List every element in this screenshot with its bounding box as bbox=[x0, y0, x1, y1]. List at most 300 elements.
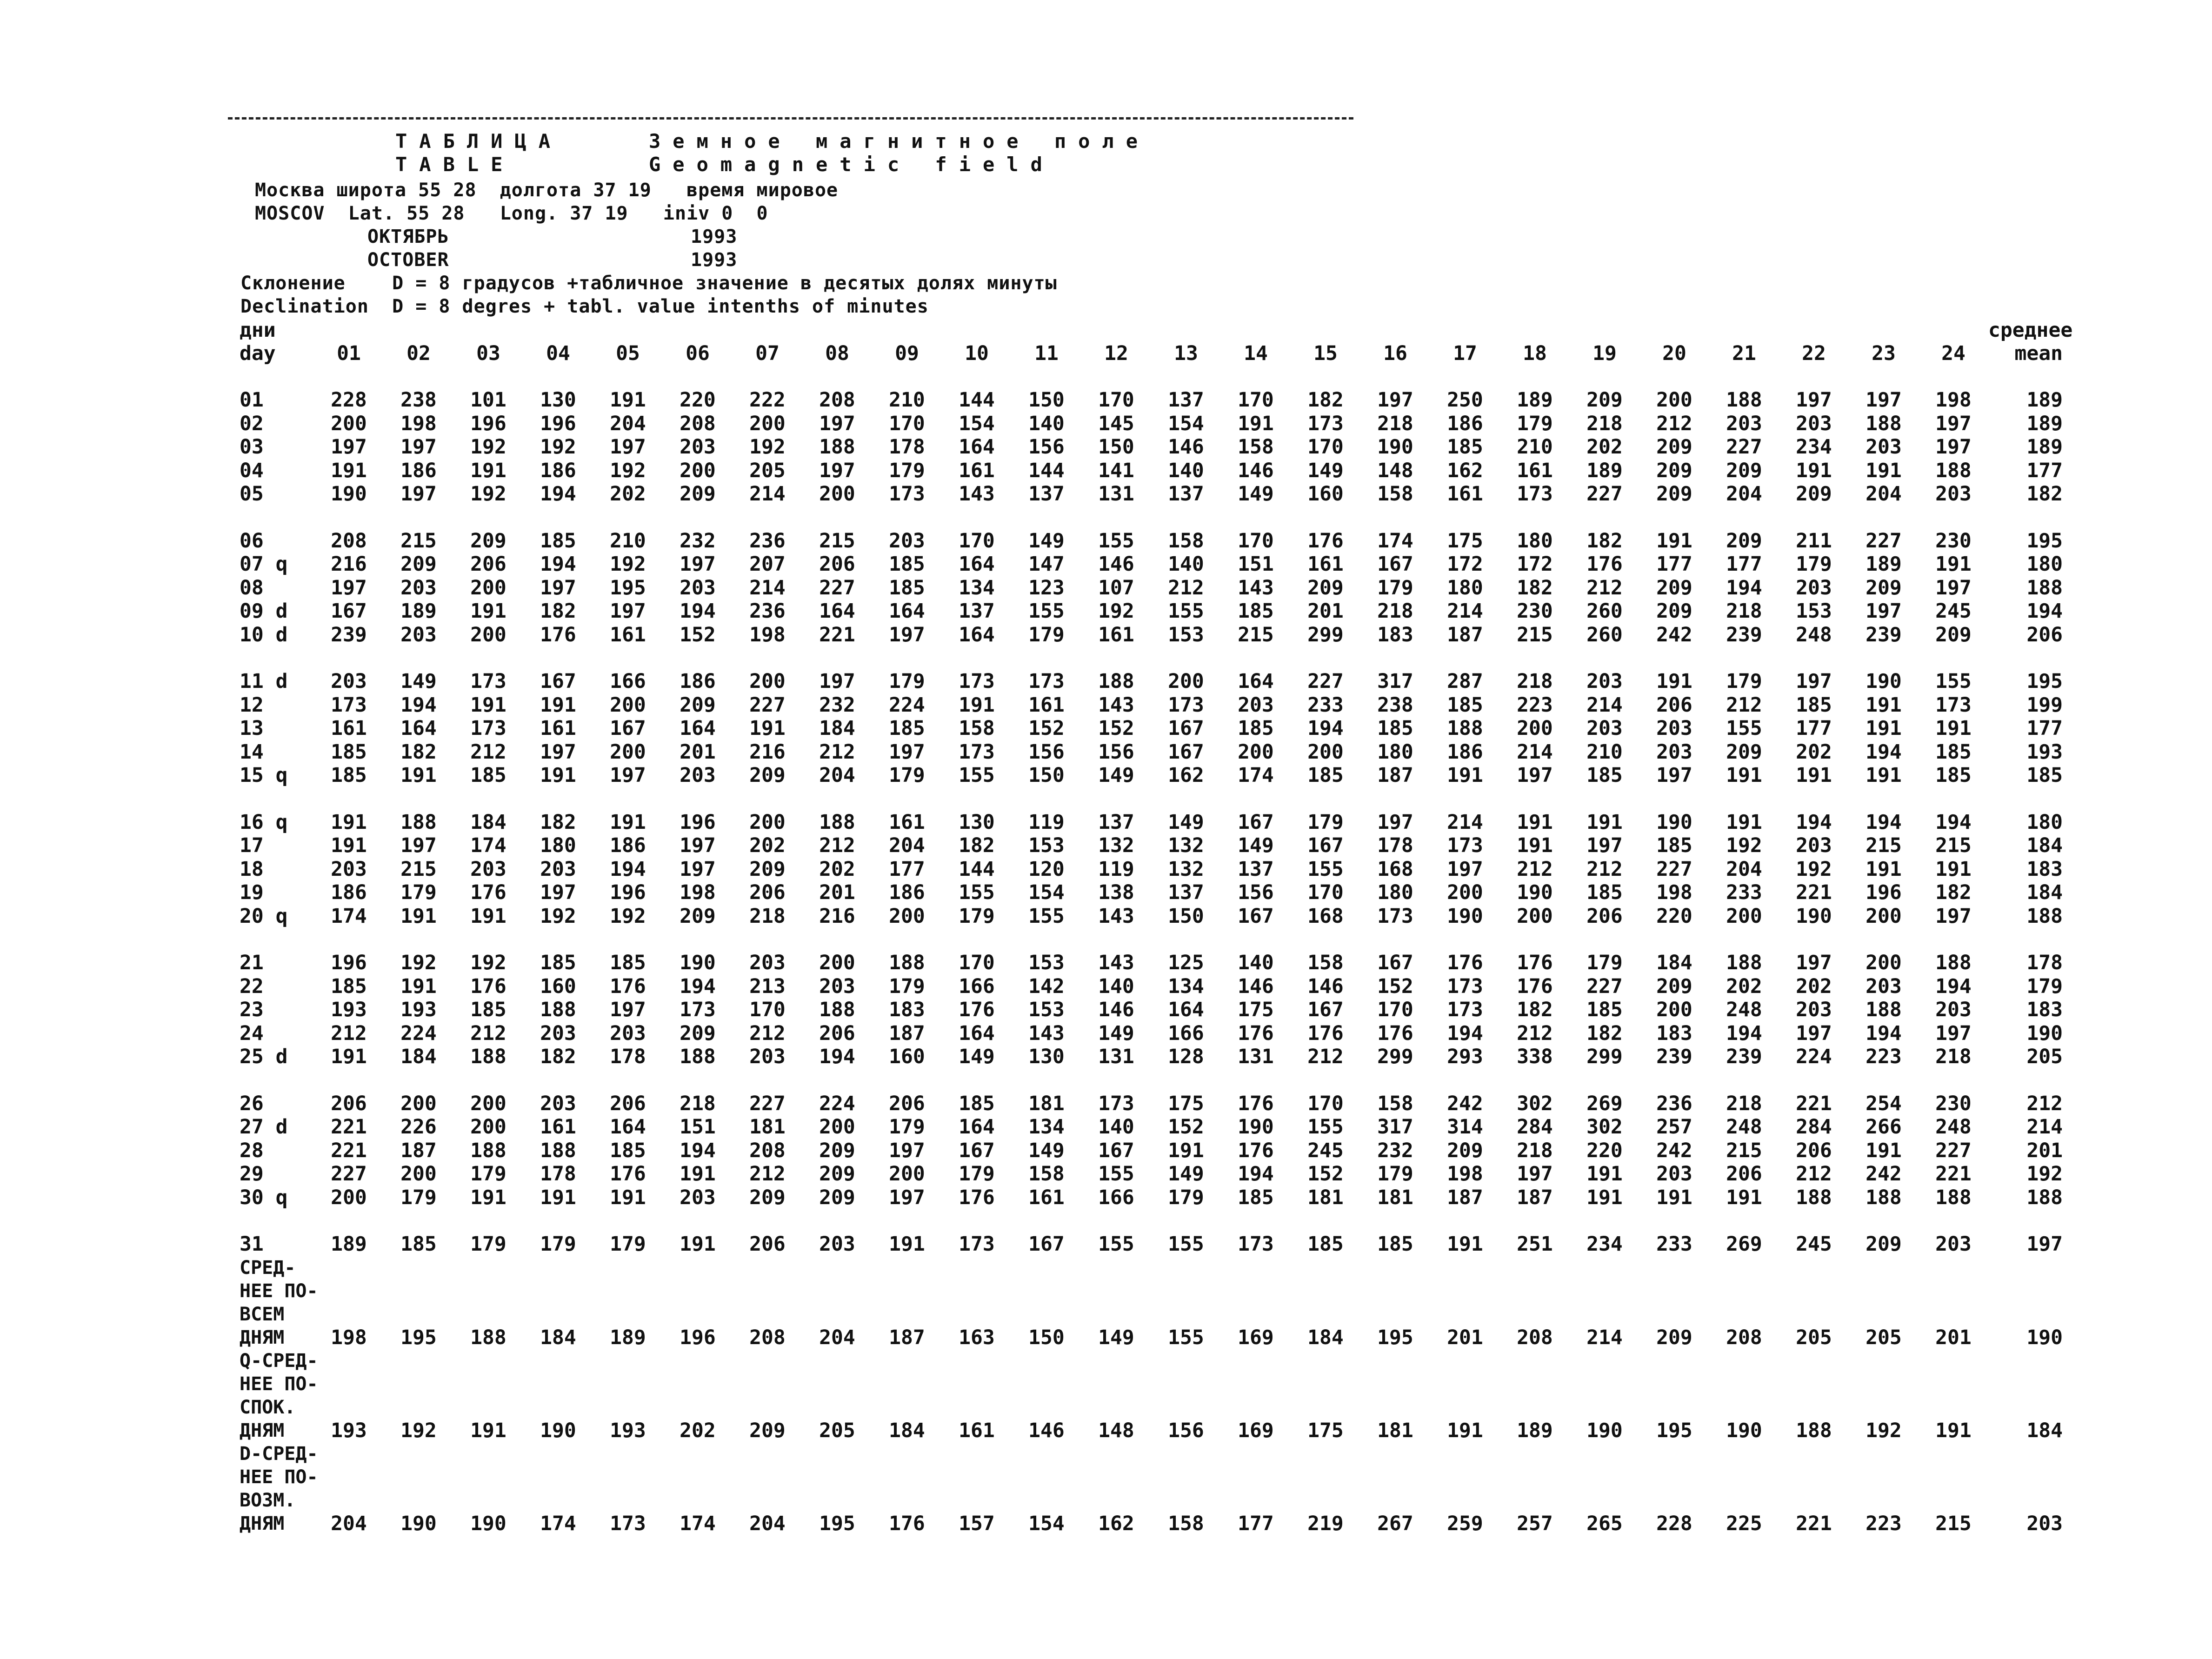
value-cell: 197 bbox=[1517, 1162, 1553, 1186]
value-cell: 203 bbox=[540, 1021, 576, 1045]
summary-blank-cell bbox=[384, 1303, 453, 1326]
summary-blank-cell bbox=[1639, 1396, 1709, 1419]
value-cell: 201 bbox=[1307, 600, 1344, 623]
value-cell: 197 bbox=[1866, 388, 1902, 412]
summary-blank-cell bbox=[1221, 1373, 1291, 1396]
value-cell: 234 bbox=[1796, 435, 1832, 459]
summary-blank-cell bbox=[314, 1303, 384, 1326]
value-cell: 209 bbox=[1656, 600, 1692, 623]
value-cell: 194 bbox=[680, 974, 716, 998]
value-cell: 212 bbox=[1726, 693, 1762, 717]
value-cell: 227 bbox=[1586, 974, 1623, 998]
value-cell: 186 bbox=[680, 670, 716, 693]
summary-value-cell: 267 bbox=[1377, 1512, 1413, 1535]
summary-blank-cell bbox=[1221, 1303, 1291, 1326]
spacer-cell bbox=[240, 787, 2081, 811]
value-cell: 185 bbox=[540, 529, 576, 553]
summary-row bbox=[240, 1279, 2081, 1303]
header-blank-cell bbox=[593, 319, 663, 342]
value-cell: 164 bbox=[400, 717, 437, 740]
value-cell: 204 bbox=[889, 834, 925, 858]
value-cell: 206 bbox=[749, 1233, 786, 1256]
value-cell: 172 bbox=[1447, 553, 1483, 576]
summary-blank-cell bbox=[1081, 1373, 1151, 1396]
value-cell: 191 bbox=[470, 1186, 506, 1209]
summary-blank-cell bbox=[1151, 1489, 1221, 1512]
summary-blank-cell bbox=[1919, 1256, 1988, 1279]
value-cell: 182 bbox=[1935, 881, 1972, 905]
summary-value-cell: 221 bbox=[1796, 1512, 1832, 1535]
value-cell: 191 bbox=[749, 717, 786, 740]
mean-cell: 179 bbox=[2026, 974, 2063, 998]
summary-blank-cell bbox=[942, 1489, 1012, 1512]
month-ru: ОКТЯБРЬ bbox=[367, 226, 449, 247]
value-cell: 197 bbox=[400, 435, 437, 459]
value-cell: 209 bbox=[1656, 576, 1692, 600]
value-cell: 191 bbox=[1168, 1139, 1204, 1162]
hour-header: 06 bbox=[686, 342, 710, 365]
summary-value-cell: 208 bbox=[1726, 1326, 1762, 1349]
value-cell: 161 bbox=[1307, 553, 1344, 576]
value-cell: 138 bbox=[1098, 881, 1134, 905]
value-cell: 187 bbox=[1517, 1186, 1553, 1209]
value-cell: 197 bbox=[610, 764, 646, 787]
value-cell: 197 bbox=[400, 482, 437, 506]
value-cell: 192 bbox=[749, 435, 786, 459]
group-spacer bbox=[240, 506, 2081, 529]
summary-value-cell: 158 bbox=[1168, 1512, 1204, 1535]
day-label: 09 d bbox=[240, 600, 288, 623]
summary-blank-cell bbox=[1430, 1279, 1500, 1303]
value-cell: 167 bbox=[1168, 717, 1204, 740]
day-header-ru: дни bbox=[240, 319, 276, 342]
mean-cell: 212 bbox=[2026, 1092, 2063, 1115]
value-cell: 185 bbox=[1307, 1233, 1344, 1256]
summary-blank-cell bbox=[872, 1442, 942, 1466]
value-cell: 208 bbox=[819, 388, 855, 412]
value-cell: 200 bbox=[1238, 740, 1274, 764]
summary-blank-cell bbox=[942, 1466, 1012, 1489]
value-cell: 221 bbox=[331, 1139, 367, 1162]
value-cell: 203 bbox=[749, 951, 786, 975]
value-cell: 197 bbox=[540, 576, 576, 600]
value-cell: 170 bbox=[959, 529, 995, 553]
summary-blank-cell bbox=[523, 1373, 593, 1396]
day-label: 17 bbox=[240, 834, 264, 858]
value-cell: 218 bbox=[1377, 412, 1413, 435]
value-cell: 194 bbox=[1866, 1021, 1902, 1045]
summary-blank-cell bbox=[872, 1466, 942, 1489]
value-cell: 186 bbox=[1447, 412, 1483, 435]
value-cell: 209 bbox=[819, 1186, 855, 1209]
value-cell: 197 bbox=[680, 834, 716, 858]
value-cell: 203 bbox=[1726, 412, 1762, 435]
mean-cell: 177 bbox=[2026, 717, 2063, 740]
value-cell: 192 bbox=[540, 435, 576, 459]
group-spacer bbox=[240, 646, 2081, 670]
value-cell: 200 bbox=[1168, 670, 1204, 693]
header-blank-cell bbox=[453, 319, 523, 342]
value-cell: 206 bbox=[470, 553, 506, 576]
value-cell: 186 bbox=[1447, 740, 1483, 764]
value-cell: 209 bbox=[680, 904, 716, 928]
value-cell: 173 bbox=[1517, 482, 1553, 506]
group-spacer bbox=[240, 928, 2081, 951]
value-cell: 212 bbox=[819, 740, 855, 764]
hour-header: 03 bbox=[476, 342, 500, 365]
value-cell: 173 bbox=[1028, 670, 1065, 693]
value-cell: 197 bbox=[1935, 412, 1972, 435]
value-cell: 200 bbox=[889, 904, 925, 928]
value-cell: 176 bbox=[610, 1162, 646, 1186]
value-cell: 218 bbox=[1726, 1092, 1762, 1115]
value-cell: 218 bbox=[1586, 412, 1623, 435]
value-cell: 218 bbox=[680, 1092, 716, 1115]
summary-blank-cell bbox=[733, 1373, 802, 1396]
value-cell: 196 bbox=[331, 951, 367, 975]
value-cell: 191 bbox=[1866, 764, 1902, 787]
value-cell: 176 bbox=[610, 974, 646, 998]
summary-value-cell: 192 bbox=[400, 1419, 437, 1442]
value-cell: 197 bbox=[331, 435, 367, 459]
value-cell: 191 bbox=[1726, 764, 1762, 787]
value-cell: 185 bbox=[400, 1233, 437, 1256]
summary-blank-cell bbox=[733, 1489, 802, 1512]
value-cell: 203 bbox=[1656, 1162, 1692, 1186]
value-cell: 137 bbox=[1028, 482, 1065, 506]
summary-value-cell: 195 bbox=[819, 1512, 855, 1535]
value-cell: 197 bbox=[1796, 670, 1832, 693]
mean-cell: 194 bbox=[2026, 600, 2063, 623]
summary-blank-cell bbox=[1430, 1466, 1500, 1489]
summary-blank-cell bbox=[872, 1349, 942, 1373]
value-cell: 170 bbox=[889, 412, 925, 435]
summary-blank-cell bbox=[384, 1349, 453, 1373]
value-cell: 191 bbox=[1656, 1186, 1692, 1209]
summary-value-cell: 190 bbox=[400, 1512, 437, 1535]
summary-blank-cell bbox=[1012, 1279, 1081, 1303]
value-cell: 196 bbox=[470, 412, 506, 435]
value-cell: 248 bbox=[1935, 1115, 1972, 1139]
summary-value-cell: 181 bbox=[1377, 1419, 1413, 1442]
summary-blank-cell bbox=[314, 1489, 384, 1512]
value-cell: 203 bbox=[540, 1092, 576, 1115]
value-cell: 170 bbox=[1307, 435, 1344, 459]
value-cell: 203 bbox=[680, 1186, 716, 1209]
value-cell: 209 bbox=[1935, 623, 1972, 646]
value-cell: 197 bbox=[680, 857, 716, 881]
value-cell: 200 bbox=[470, 1115, 506, 1139]
value-cell: 238 bbox=[1377, 693, 1413, 717]
value-cell: 182 bbox=[959, 834, 995, 858]
value-cell: 160 bbox=[889, 1045, 925, 1069]
table-row bbox=[240, 553, 2081, 576]
value-cell: 317 bbox=[1377, 1115, 1413, 1139]
value-cell: 146 bbox=[1238, 459, 1274, 482]
summary-value-cell: 204 bbox=[749, 1512, 786, 1535]
value-cell: 200 bbox=[749, 670, 786, 693]
value-cell: 200 bbox=[610, 740, 646, 764]
value-cell: 140 bbox=[1098, 1115, 1134, 1139]
hour-header: 07 bbox=[755, 342, 780, 365]
summary-blank-cell bbox=[1639, 1303, 1709, 1326]
mean-cell: 180 bbox=[2026, 553, 2063, 576]
value-cell: 191 bbox=[1726, 1186, 1762, 1209]
value-cell: 192 bbox=[470, 482, 506, 506]
value-cell: 180 bbox=[540, 834, 576, 858]
summary-blank-cell bbox=[733, 1396, 802, 1419]
summary-blank-cell bbox=[1360, 1466, 1430, 1489]
summary-blank-cell bbox=[384, 1396, 453, 1419]
value-cell: 158 bbox=[1377, 482, 1413, 506]
value-cell: 269 bbox=[1726, 1233, 1762, 1256]
value-cell: 191 bbox=[1866, 693, 1902, 717]
hour-header: 22 bbox=[1802, 342, 1826, 365]
value-cell: 186 bbox=[540, 459, 576, 482]
value-cell: 191 bbox=[889, 1233, 925, 1256]
value-cell: 188 bbox=[1935, 1186, 1972, 1209]
header-blank-cell bbox=[942, 319, 1012, 342]
value-cell: 167 bbox=[959, 1139, 995, 1162]
summary-blank-cell bbox=[523, 1442, 593, 1466]
table-row bbox=[240, 1022, 2081, 1046]
summary-value-cell: 149 bbox=[1098, 1326, 1134, 1349]
value-cell: 197 bbox=[1866, 600, 1902, 623]
summary-value-cell: 187 bbox=[889, 1326, 925, 1349]
summary-blank-cell bbox=[1430, 1256, 1500, 1279]
value-cell: 181 bbox=[1377, 1186, 1413, 1209]
value-cell: 239 bbox=[1726, 623, 1762, 646]
summary-blank-cell bbox=[1360, 1349, 1430, 1373]
summary-value-cell: 161 bbox=[959, 1419, 995, 1442]
summary-blank-cell bbox=[663, 1279, 733, 1303]
value-cell: 190 bbox=[1866, 670, 1902, 693]
value-cell: 212 bbox=[1586, 576, 1623, 600]
summary-value-cell: 177 bbox=[1238, 1512, 1274, 1535]
value-cell: 233 bbox=[1726, 881, 1762, 905]
value-cell: 149 bbox=[1168, 810, 1204, 834]
summary-blank-cell bbox=[1430, 1396, 1500, 1419]
month-en: OCTOBER bbox=[367, 249, 449, 271]
value-cell: 194 bbox=[1935, 974, 1972, 998]
value-cell: 197 bbox=[819, 670, 855, 693]
value-cell: 203 bbox=[540, 857, 576, 881]
value-cell: 188 bbox=[1447, 717, 1483, 740]
summary-blank-cell bbox=[1919, 1442, 1988, 1466]
value-cell: 209 bbox=[1447, 1139, 1483, 1162]
value-cell: 185 bbox=[1307, 764, 1344, 787]
value-cell: 188 bbox=[1726, 951, 1762, 975]
value-cell: 218 bbox=[749, 904, 786, 928]
value-cell: 162 bbox=[1168, 764, 1204, 787]
summary-blank-cell bbox=[1012, 1373, 1081, 1396]
value-cell: 179 bbox=[889, 670, 925, 693]
value-cell: 179 bbox=[1307, 810, 1344, 834]
summary-value-cell: 193 bbox=[331, 1419, 367, 1442]
value-cell: 224 bbox=[819, 1092, 855, 1115]
summary-blank-cell bbox=[733, 1442, 802, 1466]
summary-blank-cell bbox=[1151, 1349, 1221, 1373]
value-cell: 200 bbox=[1656, 998, 1692, 1022]
value-cell: 158 bbox=[1307, 951, 1344, 975]
value-cell: 191 bbox=[540, 1186, 576, 1209]
value-cell: 183 bbox=[1656, 1021, 1692, 1045]
summary-blank-cell bbox=[453, 1396, 523, 1419]
value-cell: 203 bbox=[1238, 693, 1274, 717]
value-cell: 203 bbox=[470, 857, 506, 881]
value-cell: 188 bbox=[1935, 951, 1972, 975]
value-cell: 149 bbox=[1028, 529, 1065, 553]
table-row bbox=[240, 576, 2081, 600]
summary-blank-cell bbox=[1081, 1396, 1151, 1419]
value-cell: 143 bbox=[959, 482, 995, 506]
summary-value-cell: 176 bbox=[889, 1512, 925, 1535]
value-cell: 151 bbox=[1238, 553, 1274, 576]
value-cell: 164 bbox=[680, 717, 716, 740]
summary-blank-cell bbox=[802, 1349, 872, 1373]
hour-header: 02 bbox=[406, 342, 431, 365]
value-cell: 230 bbox=[1935, 529, 1972, 553]
value-cell: 192 bbox=[400, 951, 437, 975]
summary-value-cell: 205 bbox=[1866, 1326, 1902, 1349]
summary-row bbox=[240, 1489, 2081, 1512]
value-cell: 158 bbox=[959, 717, 995, 740]
header-blank-cell bbox=[1291, 319, 1360, 342]
value-cell: 206 bbox=[819, 553, 855, 576]
summary-blank-cell bbox=[1291, 1489, 1360, 1512]
summary-blank-cell bbox=[1570, 1373, 1639, 1396]
value-cell: 191 bbox=[1866, 1139, 1902, 1162]
summary-blank-cell bbox=[942, 1442, 1012, 1466]
summary-label: НЕЕ ПО- bbox=[240, 1373, 318, 1395]
hour-header: 21 bbox=[1732, 342, 1756, 365]
value-cell: 188 bbox=[889, 951, 925, 975]
header-blank-cell bbox=[1012, 319, 1081, 342]
value-cell: 188 bbox=[819, 435, 855, 459]
summary-blank-cell bbox=[802, 1396, 872, 1419]
value-cell: 233 bbox=[1307, 693, 1344, 717]
summary-blank-cell bbox=[523, 1279, 593, 1303]
value-cell: 234 bbox=[1586, 1233, 1623, 1256]
value-cell: 154 bbox=[1028, 881, 1065, 905]
value-cell: 191 bbox=[1796, 764, 1832, 787]
value-cell: 152 bbox=[680, 623, 716, 646]
hour-header: 01 bbox=[337, 342, 361, 365]
value-cell: 184 bbox=[470, 810, 506, 834]
value-cell: 198 bbox=[400, 412, 437, 435]
value-cell: 191 bbox=[1866, 459, 1902, 482]
day-label: 08 bbox=[240, 576, 264, 600]
mean-cell: 189 bbox=[2026, 388, 2063, 412]
value-cell: 176 bbox=[1377, 1021, 1413, 1045]
day-label: 27 d bbox=[240, 1115, 288, 1139]
mean-cell: 192 bbox=[2026, 1162, 2063, 1186]
value-cell: 184 bbox=[819, 717, 855, 740]
value-cell: 209 bbox=[1586, 388, 1623, 412]
summary-blank-cell bbox=[942, 1279, 1012, 1303]
group-spacer bbox=[240, 787, 2081, 811]
value-cell: 204 bbox=[610, 412, 646, 435]
summary-blank-cell bbox=[1081, 1442, 1151, 1466]
value-cell: 212 bbox=[1517, 1021, 1553, 1045]
value-cell: 156 bbox=[1028, 740, 1065, 764]
hour-header: 19 bbox=[1592, 342, 1617, 365]
value-cell: 185 bbox=[470, 998, 506, 1022]
hour-header: 24 bbox=[1941, 342, 1965, 365]
value-cell: 238 bbox=[400, 388, 437, 412]
value-cell: 209 bbox=[1307, 576, 1344, 600]
value-cell: 188 bbox=[1098, 670, 1134, 693]
value-cell: 191 bbox=[400, 904, 437, 928]
summary-value-cell: 148 bbox=[1098, 1419, 1134, 1442]
value-cell: 224 bbox=[400, 1021, 437, 1045]
summary-blank-cell bbox=[1919, 1349, 1988, 1373]
value-cell: 179 bbox=[959, 904, 995, 928]
value-cell: 150 bbox=[1028, 388, 1065, 412]
day-label: 24 bbox=[240, 1021, 264, 1045]
subtitle-en: Geomagnetic field bbox=[649, 153, 1054, 176]
value-cell: 185 bbox=[1586, 881, 1623, 905]
value-cell: 130 bbox=[1028, 1045, 1065, 1069]
summary-blank-cell bbox=[1709, 1303, 1779, 1326]
table-row bbox=[240, 482, 2081, 506]
value-cell: 203 bbox=[749, 1045, 786, 1069]
value-cell: 200 bbox=[1656, 388, 1692, 412]
value-cell: 287 bbox=[1447, 670, 1483, 693]
summary-value-cell: 184 bbox=[540, 1326, 576, 1349]
header-blank-cell bbox=[733, 319, 802, 342]
summary-blank-cell bbox=[1500, 1396, 1570, 1419]
value-cell: 161 bbox=[610, 623, 646, 646]
value-cell: 194 bbox=[680, 1139, 716, 1162]
value-cell: 148 bbox=[1377, 459, 1413, 482]
summary-blank-cell bbox=[802, 1279, 872, 1303]
value-cell: 197 bbox=[1935, 1021, 1972, 1045]
value-cell: 221 bbox=[1796, 1092, 1832, 1115]
day-label: 22 bbox=[240, 974, 264, 998]
value-cell: 179 bbox=[889, 459, 925, 482]
summary-label: ВСЕМ bbox=[240, 1303, 285, 1325]
value-cell: 188 bbox=[1796, 1186, 1832, 1209]
value-cell: 134 bbox=[1168, 974, 1204, 998]
value-cell: 224 bbox=[889, 693, 925, 717]
value-cell: 140 bbox=[1168, 553, 1204, 576]
value-cell: 200 bbox=[331, 412, 367, 435]
summary-value-cell: 198 bbox=[331, 1326, 367, 1349]
value-cell: 203 bbox=[331, 670, 367, 693]
summary-blank-cell bbox=[1012, 1256, 1081, 1279]
value-cell: 143 bbox=[1238, 576, 1274, 600]
value-cell: 187 bbox=[889, 1021, 925, 1045]
value-cell: 203 bbox=[610, 1021, 646, 1045]
value-cell: 188 bbox=[470, 1139, 506, 1162]
value-cell: 188 bbox=[540, 1139, 576, 1162]
summary-value-cell: 204 bbox=[819, 1326, 855, 1349]
value-cell: 284 bbox=[1517, 1115, 1553, 1139]
summary-blank-cell bbox=[1151, 1373, 1221, 1396]
value-cell: 230 bbox=[1935, 1092, 1972, 1115]
summary-blank-cell bbox=[942, 1303, 1012, 1326]
value-cell: 299 bbox=[1307, 623, 1344, 646]
value-cell: 185 bbox=[1377, 1233, 1413, 1256]
value-cell: 182 bbox=[1307, 388, 1344, 412]
value-cell: 206 bbox=[889, 1092, 925, 1115]
day-label: 18 bbox=[240, 857, 264, 881]
value-cell: 210 bbox=[1517, 435, 1553, 459]
value-cell: 203 bbox=[1935, 1233, 1972, 1256]
value-cell: 209 bbox=[1726, 529, 1762, 553]
value-cell: 188 bbox=[470, 1045, 506, 1069]
